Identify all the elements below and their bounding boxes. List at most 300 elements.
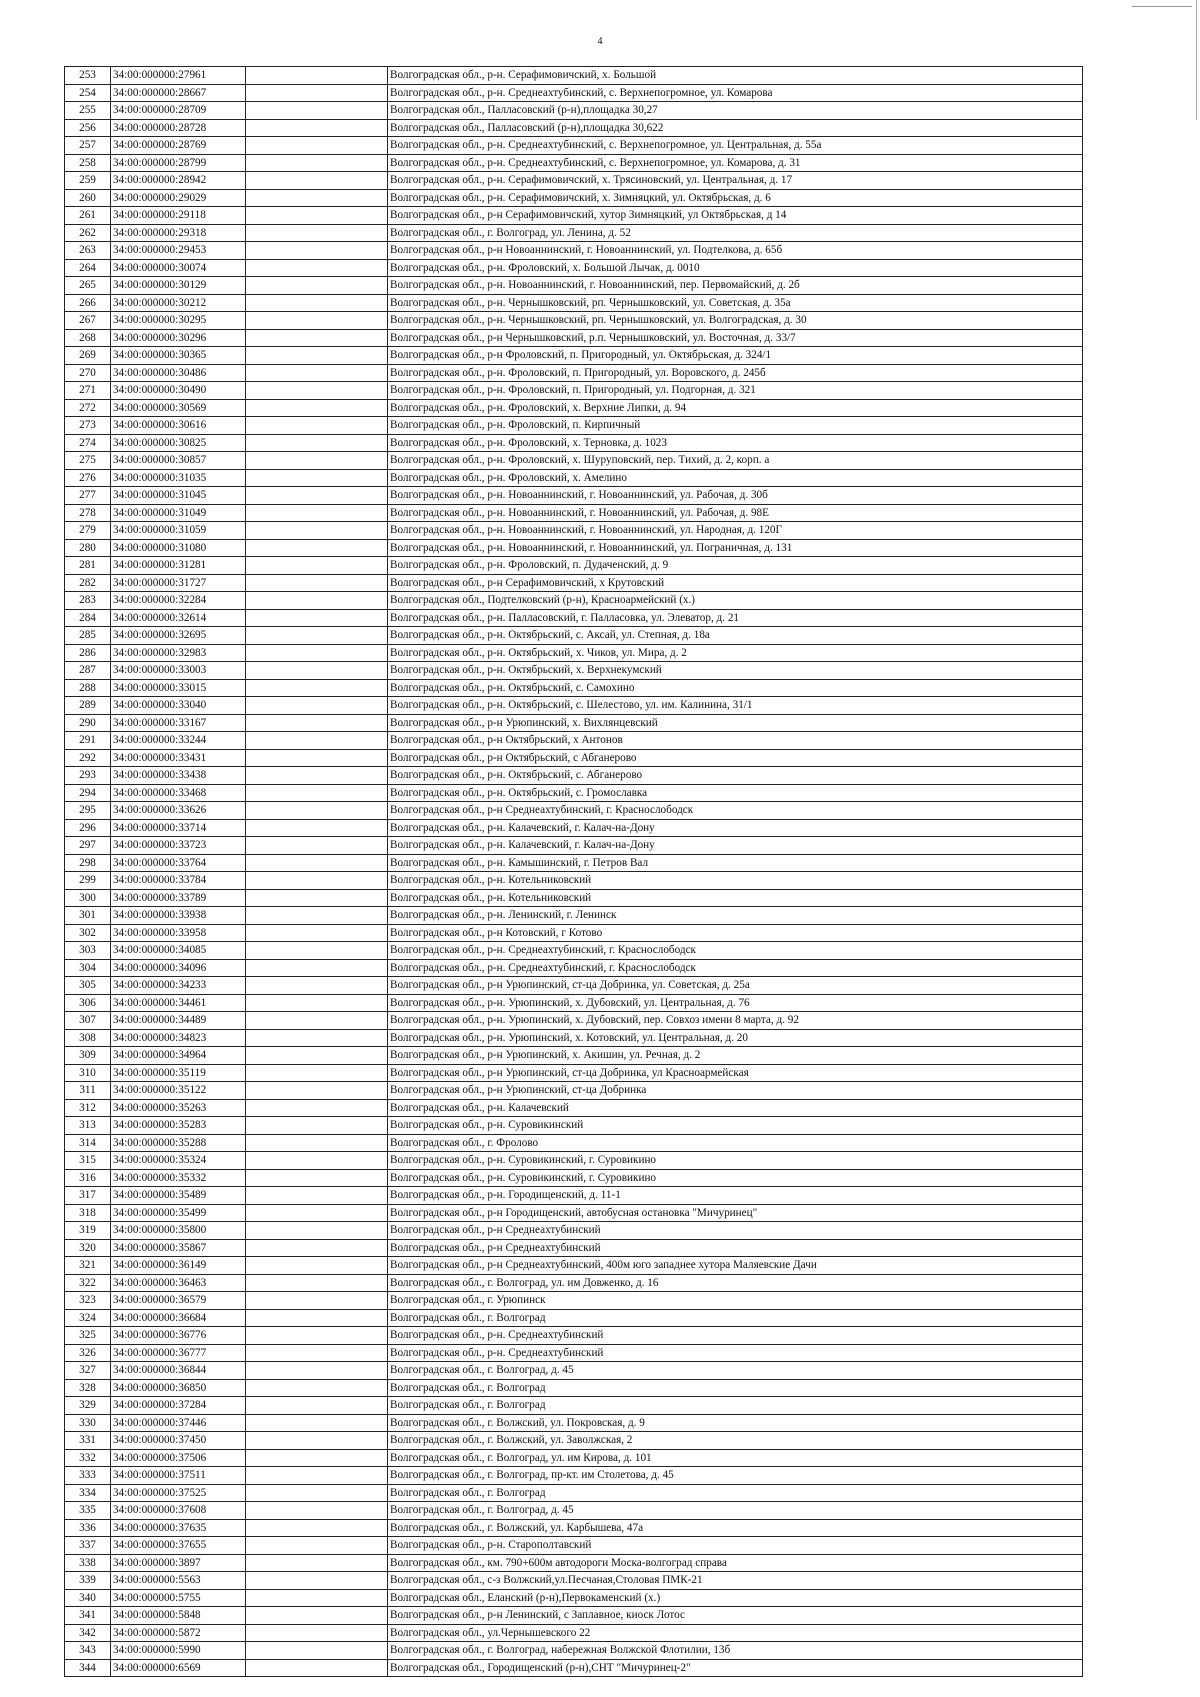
row-number: 287 <box>65 662 111 680</box>
table-row <box>65 679 1083 697</box>
cadastral-number: 34:00:000000:5755 <box>111 1589 246 1607</box>
blank-cell <box>246 1414 388 1432</box>
address: Волгоградская обл., г. Волгоград, д. 45 <box>388 1502 1083 1520</box>
cadastral-number: 34:00:000000:30569 <box>111 399 246 417</box>
table-row <box>65 1659 1083 1677</box>
table-row <box>65 1239 1083 1257</box>
cadastral-number: 34:00:000000:36777 <box>111 1344 246 1362</box>
cadastral-number: 34:00:000000:36463 <box>111 1274 246 1292</box>
cadastral-number: 34:00:000000:33938 <box>111 907 246 925</box>
blank-cell <box>246 1572 388 1590</box>
cadastral-number: 34:00:000000:33438 <box>111 767 246 785</box>
table-row <box>65 1432 1083 1450</box>
table-row <box>65 364 1083 382</box>
table-row <box>65 1274 1083 1292</box>
cadastral-number: 34:00:000000:30365 <box>111 347 246 365</box>
table-row <box>65 819 1083 837</box>
blank-cell <box>246 224 388 242</box>
table-row <box>65 1537 1083 1555</box>
cadastral-number: 34:00:000000:33723 <box>111 837 246 855</box>
table-row <box>65 1624 1083 1642</box>
address: Волгоградская обл., г. Фролово <box>388 1134 1083 1152</box>
blank-cell <box>246 889 388 907</box>
row-number: 328 <box>65 1379 111 1397</box>
table-row <box>65 242 1083 260</box>
row-number: 288 <box>65 679 111 697</box>
row-number: 321 <box>65 1257 111 1275</box>
row-number: 315 <box>65 1152 111 1170</box>
cadastral-number: 34:00:000000:33003 <box>111 662 246 680</box>
address: Волгоградская обл., р-н. Фроловский, х. Терновка, д. 1023 <box>388 434 1083 452</box>
address: Волгоградская обл., р-н. Фроловский, п. Пригородный, ул. Подгорная, д. 321 <box>388 382 1083 400</box>
table-row <box>65 1134 1083 1152</box>
blank-cell <box>246 697 388 715</box>
address: Волгоградская обл., р-н Серафимовичский, х Крутовский <box>388 574 1083 592</box>
address: Волгоградская обл., р-н. Октябрьский, с. Аксай, ул. Степная, д. 18а <box>388 627 1083 645</box>
row-number: 265 <box>65 277 111 295</box>
cadastral-number: 34:00:000000:33244 <box>111 732 246 750</box>
cadastral-number: 34:00:000000:5563 <box>111 1572 246 1590</box>
address: Волгоградская обл., г. Волжский, ул. Покровская, д. 9 <box>388 1414 1083 1432</box>
address: Волгоградская обл., км. 790+600м автодороги Моска-волгоград справа <box>388 1554 1083 1572</box>
cadastral-number: 34:00:000000:33714 <box>111 819 246 837</box>
blank-cell <box>246 504 388 522</box>
blank-cell <box>246 1187 388 1205</box>
blank-cell <box>246 1397 388 1415</box>
cadastral-number: 34:00:000000:37635 <box>111 1519 246 1537</box>
table-row <box>65 574 1083 592</box>
table-row <box>65 784 1083 802</box>
blank-cell <box>246 1502 388 1520</box>
address: Волгоградская обл., ул.Чернышевского 22 <box>388 1624 1083 1642</box>
blank-cell <box>246 452 388 470</box>
row-number: 341 <box>65 1607 111 1625</box>
address: Волгоградская обл., р-н. Среднеахтубинский, г. Краснослободск <box>388 942 1083 960</box>
address: Волгоградская обл., р-н. Калачевский <box>388 1099 1083 1117</box>
table-row <box>65 1397 1083 1415</box>
table-row <box>65 67 1083 85</box>
cadastral-number: 34:00:000000:35122 <box>111 1082 246 1100</box>
table-row <box>65 767 1083 785</box>
blank-cell <box>246 1047 388 1065</box>
table-row <box>65 1519 1083 1537</box>
address: Волгоградская обл., р-н Октябрьский, х Антонов <box>388 732 1083 750</box>
address: Волгоградская обл., р-н. Суровикинский, г. Суровикино <box>388 1169 1083 1187</box>
address: Волгоградская обл., р-н. Фроловский, х. Большой Лычак, д. 0010 <box>388 259 1083 277</box>
blank-cell <box>246 1117 388 1135</box>
address: Волгоградская обл., р-н. Котельниковский <box>388 889 1083 907</box>
row-number: 303 <box>65 942 111 960</box>
blank-cell <box>246 557 388 575</box>
table-row <box>65 1099 1083 1117</box>
table-row <box>65 329 1083 347</box>
blank-cell <box>246 84 388 102</box>
address: Волгоградская обл., р-н. Фроловский, х. Верхние Липки, д. 94 <box>388 399 1083 417</box>
blank-cell <box>246 487 388 505</box>
cadastral-number: 34:00:000000:33626 <box>111 802 246 820</box>
blank-cell <box>246 364 388 382</box>
cadastral-number: 34:00:000000:37506 <box>111 1449 246 1467</box>
address: Волгоградская обл., р-н. Фроловский, х. Амелино <box>388 469 1083 487</box>
address: Волгоградская обл., р-н. Камышинский, г. Петров Вал <box>388 854 1083 872</box>
address: Волгоградская обл., р-н. Суровикинский <box>388 1117 1083 1135</box>
row-number: 293 <box>65 767 111 785</box>
address: Волгоградская обл., р-н. Октябрьский, с. Громославка <box>388 784 1083 802</box>
table-row <box>65 1117 1083 1135</box>
address: Волгоградская обл., Городищенский (р-н),СНТ "Мичуринец-2" <box>388 1659 1083 1677</box>
address: Волгоградская обл., р-н Урюпинский, ст-ца Добринка <box>388 1082 1083 1100</box>
row-number: 254 <box>65 84 111 102</box>
address: Волгоградская обл., р-н. Чернышковский, рп. Чернышковский, ул. Волгоградская, д. 30 <box>388 312 1083 330</box>
row-number: 343 <box>65 1642 111 1660</box>
address: Волгоградская обл., р-н Октябрьский, с Абганерово <box>388 749 1083 767</box>
row-number: 259 <box>65 172 111 190</box>
blank-cell <box>246 417 388 435</box>
table-row <box>65 1379 1083 1397</box>
blank-cell <box>246 1169 388 1187</box>
cadastral-number: 34:00:000000:33431 <box>111 749 246 767</box>
row-number: 327 <box>65 1362 111 1380</box>
table-row <box>65 837 1083 855</box>
cadastral-number: 34:00:000000:28799 <box>111 154 246 172</box>
address: Волгоградская обл., р-н Серафимовичский, хутор Зимняцкий, ул Октябрьская, д 14 <box>388 207 1083 225</box>
cadastral-number: 34:00:000000:33040 <box>111 697 246 715</box>
cadastral-number: 34:00:000000:32614 <box>111 609 246 627</box>
cadastral-number: 34:00:000000:37655 <box>111 1537 246 1555</box>
table-row <box>65 1204 1083 1222</box>
row-number: 295 <box>65 802 111 820</box>
row-number: 323 <box>65 1292 111 1310</box>
blank-cell <box>246 119 388 137</box>
blank-cell <box>246 1519 388 1537</box>
table-row <box>65 872 1083 890</box>
page-number: 4 <box>597 36 603 47</box>
row-number: 278 <box>65 504 111 522</box>
table-row <box>65 1257 1083 1275</box>
blank-cell <box>246 872 388 890</box>
cadastral-number: 34:00:000000:6569 <box>111 1659 246 1677</box>
blank-cell <box>246 1362 388 1380</box>
cadastral-number: 34:00:000000:33468 <box>111 784 246 802</box>
row-number: 266 <box>65 294 111 312</box>
address: Волгоградская обл., р-н Городищенский, автобусная остановка "Мичуринец" <box>388 1204 1083 1222</box>
row-number: 274 <box>65 434 111 452</box>
row-number: 333 <box>65 1467 111 1485</box>
blank-cell <box>246 1082 388 1100</box>
address: Волгоградская обл., р-н Урюпинский, ст-ца Добринка, ул Красноармейская <box>388 1064 1083 1082</box>
blank-cell <box>246 1344 388 1362</box>
row-number: 304 <box>65 959 111 977</box>
address: Волгоградская обл., р-н Урюпинский, ст-ца Добринка, ул. Советская, д. 25а <box>388 977 1083 995</box>
address: Волгоградская обл., г. Волгоград, ул. Ленина, д. 52 <box>388 224 1083 242</box>
table-row <box>65 452 1083 470</box>
table-row <box>65 1607 1083 1625</box>
row-number: 269 <box>65 347 111 365</box>
row-number: 302 <box>65 924 111 942</box>
scan-edge-mark <box>1132 0 1192 7</box>
row-number: 317 <box>65 1187 111 1205</box>
row-number: 297 <box>65 837 111 855</box>
row-number: 300 <box>65 889 111 907</box>
row-number: 299 <box>65 872 111 890</box>
cadastral-number: 34:00:000000:31035 <box>111 469 246 487</box>
cadastral-number: 34:00:000000:31045 <box>111 487 246 505</box>
cadastral-number: 34:00:000000:31059 <box>111 522 246 540</box>
address: Волгоградская обл., р-н. Октябрьский, х. Верхнекумский <box>388 662 1083 680</box>
cadastral-number: 34:00:000000:37511 <box>111 1467 246 1485</box>
blank-cell <box>246 539 388 557</box>
cadastral-number: 34:00:000000:29029 <box>111 189 246 207</box>
blank-cell <box>246 854 388 872</box>
address: Волгоградская обл., р-н. Серафимовичский, х. Большой <box>388 67 1083 85</box>
row-number: 330 <box>65 1414 111 1432</box>
row-number: 314 <box>65 1134 111 1152</box>
blank-cell <box>246 154 388 172</box>
cadastral-number: 34:00:000000:33789 <box>111 889 246 907</box>
address: Волгоградская обл., р-н. Серафимовичский, х. Трясиновский, ул. Центральная, д. 17 <box>388 172 1083 190</box>
table-row <box>65 1064 1083 1082</box>
row-number: 337 <box>65 1537 111 1555</box>
row-number: 335 <box>65 1502 111 1520</box>
cadastral-number: 34:00:000000:37446 <box>111 1414 246 1432</box>
blank-cell <box>246 1642 388 1660</box>
cadastral-number: 34:00:000000:35332 <box>111 1169 246 1187</box>
address: Волгоградская обл., р-н. Октябрьский, с. Самохино <box>388 679 1083 697</box>
blank-cell <box>246 837 388 855</box>
cadastral-number: 34:00:000000:35288 <box>111 1134 246 1152</box>
blank-cell <box>246 382 388 400</box>
blank-cell <box>246 1099 388 1117</box>
cadastral-number: 34:00:000000:29118 <box>111 207 246 225</box>
cadastral-number: 34:00:000000:35324 <box>111 1152 246 1170</box>
cadastral-number: 34:00:000000:28667 <box>111 84 246 102</box>
row-number: 306 <box>65 994 111 1012</box>
address: Волгоградская обл., Палласовский (р-н),площадка 30,27 <box>388 102 1083 120</box>
blank-cell <box>246 1449 388 1467</box>
cadastral-number: 34:00:000000:32983 <box>111 644 246 662</box>
table-row <box>65 1309 1083 1327</box>
blank-cell <box>246 1239 388 1257</box>
cadastral-number: 34:00:000000:28942 <box>111 172 246 190</box>
blank-cell <box>246 137 388 155</box>
cadastral-number: 34:00:000000:31049 <box>111 504 246 522</box>
row-number: 324 <box>65 1309 111 1327</box>
table-row <box>65 347 1083 365</box>
address: Волгоградская обл., г. Волгоград, набережная Волжской Флотилии, 13б <box>388 1642 1083 1660</box>
address: Волгоградская обл., г. Волгоград, ул. им Довженко, д. 16 <box>388 1274 1083 1292</box>
blank-cell <box>246 172 388 190</box>
address: Волгоградская обл., р-н. Фроловский, п. Дудаченский, д. 9 <box>388 557 1083 575</box>
cadastral-number: 34:00:000000:27961 <box>111 67 246 85</box>
row-number: 319 <box>65 1222 111 1240</box>
blank-cell <box>246 1274 388 1292</box>
cadastral-number: 34:00:000000:30296 <box>111 329 246 347</box>
table-row <box>65 697 1083 715</box>
address: Волгоградская обл., г. Волгоград, пр-кт. им Столетова, д. 45 <box>388 1467 1083 1485</box>
row-number: 307 <box>65 1012 111 1030</box>
blank-cell <box>246 924 388 942</box>
address: Волгоградская обл., р-н Новоаннинский, г. Новоаннинский, ул. Подтелкова, д. 65б <box>388 242 1083 260</box>
cadastral-number: 34:00:000000:5990 <box>111 1642 246 1660</box>
address: Волгоградская обл., р-н. Новоаннинский, г. Новоаннинский, ул. Рабочая, д. 30б <box>388 487 1083 505</box>
table-row <box>65 399 1083 417</box>
row-number: 282 <box>65 574 111 592</box>
blank-cell <box>246 1659 388 1677</box>
address: Волгоградская обл., р-н. Фроловский, п. Кирпичный <box>388 417 1083 435</box>
blank-cell <box>246 102 388 120</box>
row-number: 255 <box>65 102 111 120</box>
blank-cell <box>246 784 388 802</box>
row-number: 338 <box>65 1554 111 1572</box>
row-number: 277 <box>65 487 111 505</box>
table-row <box>65 417 1083 435</box>
table-row <box>65 1152 1083 1170</box>
table-row <box>65 627 1083 645</box>
blank-cell <box>246 1029 388 1047</box>
address: Волгоградская обл., р-н. Фроловский, х. Шуруповский, пер. Тихий, д. 2, корп. а <box>388 452 1083 470</box>
row-number: 305 <box>65 977 111 995</box>
blank-cell <box>246 434 388 452</box>
address: Волгоградская обл., г. Волгоград <box>388 1379 1083 1397</box>
cadastral-number: 34:00:000000:29318 <box>111 224 246 242</box>
address: Волгоградская обл., р-н. Урюпинский, х. Дубовский, ул. Центральная, д. 76 <box>388 994 1083 1012</box>
blank-cell <box>246 819 388 837</box>
table-row <box>65 732 1083 750</box>
row-number: 313 <box>65 1117 111 1135</box>
row-number: 256 <box>65 119 111 137</box>
blank-cell <box>246 714 388 732</box>
row-number: 316 <box>65 1169 111 1187</box>
table-row <box>65 924 1083 942</box>
table-row <box>65 1642 1083 1660</box>
blank-cell <box>246 1432 388 1450</box>
blank-cell <box>246 1467 388 1485</box>
row-number: 340 <box>65 1589 111 1607</box>
address: Волгоградская обл., г. Волгоград, д. 45 <box>388 1362 1083 1380</box>
table-row <box>65 1327 1083 1345</box>
table-row <box>65 1029 1083 1047</box>
address: Волгоградская обл., р-н Среднеахтубинский <box>388 1222 1083 1240</box>
row-number: 296 <box>65 819 111 837</box>
row-number: 270 <box>65 364 111 382</box>
table-row <box>65 102 1083 120</box>
row-number: 310 <box>65 1064 111 1082</box>
address: Волгоградская обл., г. Волгоград <box>388 1397 1083 1415</box>
cadastral-number: 34:00:000000:33167 <box>111 714 246 732</box>
row-number: 301 <box>65 907 111 925</box>
cadastral-number: 34:00:000000:37608 <box>111 1502 246 1520</box>
table-row <box>65 487 1083 505</box>
blank-cell <box>246 469 388 487</box>
blank-cell <box>246 1152 388 1170</box>
address: Волгоградская обл., р-н Урюпинский, х. Вихлянцевский <box>388 714 1083 732</box>
blank-cell <box>246 1309 388 1327</box>
table-row <box>65 907 1083 925</box>
cadastral-number: 34:00:000000:35499 <box>111 1204 246 1222</box>
blank-cell <box>246 1257 388 1275</box>
row-number: 281 <box>65 557 111 575</box>
row-number: 286 <box>65 644 111 662</box>
blank-cell <box>246 994 388 1012</box>
address: Волгоградская обл., Подтелковский (р-н), Красноармейский (х.) <box>388 592 1083 610</box>
row-number: 342 <box>65 1624 111 1642</box>
cadastral-number: 34:00:000000:30295 <box>111 312 246 330</box>
address: Волгоградская обл., Палласовский (р-н),площадка 30,622 <box>388 119 1083 137</box>
row-number: 309 <box>65 1047 111 1065</box>
cadastral-number: 34:00:000000:5848 <box>111 1607 246 1625</box>
table-row <box>65 959 1083 977</box>
address: Волгоградская обл., р-н. Городищенский, д. 11-1 <box>388 1187 1083 1205</box>
blank-cell <box>246 207 388 225</box>
row-number: 264 <box>65 259 111 277</box>
cadastral-number: 34:00:000000:28728 <box>111 119 246 137</box>
row-number: 267 <box>65 312 111 330</box>
blank-cell <box>246 399 388 417</box>
row-number: 311 <box>65 1082 111 1100</box>
row-number: 294 <box>65 784 111 802</box>
blank-cell <box>246 522 388 540</box>
table-row <box>65 557 1083 575</box>
address: Волгоградская обл., р-н. Среднеахтубинский <box>388 1344 1083 1362</box>
cadastral-number: 34:00:000000:32695 <box>111 627 246 645</box>
blank-cell <box>246 189 388 207</box>
address: Волгоградская обл., с-з Волжский,ул.Песчаная,Столовая ПМК-21 <box>388 1572 1083 1590</box>
address: Волгоградская обл., р-н Среднеахтубинский, 400м юго западнее хутора Маляевские Дачи <box>388 1257 1083 1275</box>
address: Волгоградская обл., р-н. Новоаннинский, г. Новоаннинский, пер. Первомайский, д. 2б <box>388 277 1083 295</box>
table-row <box>65 382 1083 400</box>
cadastral-table <box>64 66 1083 1677</box>
address: Волгоградская обл., р-н. Чернышковский, рп. Чернышковский, ул. Советская, д. 35а <box>388 294 1083 312</box>
cadastral-number: 34:00:000000:32284 <box>111 592 246 610</box>
table-row <box>65 469 1083 487</box>
cadastral-number: 34:00:000000:34096 <box>111 959 246 977</box>
blank-cell <box>246 749 388 767</box>
blank-cell <box>246 294 388 312</box>
address: Волгоградская обл., г. Волжский, ул. Карбышева, 47а <box>388 1519 1083 1537</box>
blank-cell <box>246 1134 388 1152</box>
blank-cell <box>246 1537 388 1555</box>
blank-cell <box>246 662 388 680</box>
table-row <box>65 977 1083 995</box>
blank-cell <box>246 1327 388 1345</box>
blank-cell <box>246 329 388 347</box>
table-row <box>65 1082 1083 1100</box>
blank-cell <box>246 942 388 960</box>
row-number: 344 <box>65 1659 111 1677</box>
row-number: 262 <box>65 224 111 242</box>
blank-cell <box>246 1484 388 1502</box>
row-number: 326 <box>65 1344 111 1362</box>
blank-cell <box>246 907 388 925</box>
cadastral-number: 34:00:000000:30857 <box>111 452 246 470</box>
address: Волгоградская обл., г. Волжский, ул. Заволжская, 2 <box>388 1432 1083 1450</box>
cadastral-number: 34:00:000000:36684 <box>111 1309 246 1327</box>
blank-cell <box>246 1012 388 1030</box>
row-number: 322 <box>65 1274 111 1292</box>
table-body <box>65 67 1083 1677</box>
table-row <box>65 644 1083 662</box>
row-number: 331 <box>65 1432 111 1450</box>
cadastral-number: 34:00:000000:34964 <box>111 1047 246 1065</box>
cadastral-number: 34:00:000000:35119 <box>111 1064 246 1082</box>
row-number: 291 <box>65 732 111 750</box>
cadastral-number: 34:00:000000:3897 <box>111 1554 246 1572</box>
table-row <box>65 1362 1083 1380</box>
address: Волгоградская обл., Еланский (р-н),Первокаменский (х.) <box>388 1589 1083 1607</box>
cadastral-number: 34:00:000000:30486 <box>111 364 246 382</box>
address: Волгоградская обл., р-н Урюпинский, х. Акишин, ул. Речная, д. 2 <box>388 1047 1083 1065</box>
cadastral-number: 34:00:000000:36579 <box>111 1292 246 1310</box>
